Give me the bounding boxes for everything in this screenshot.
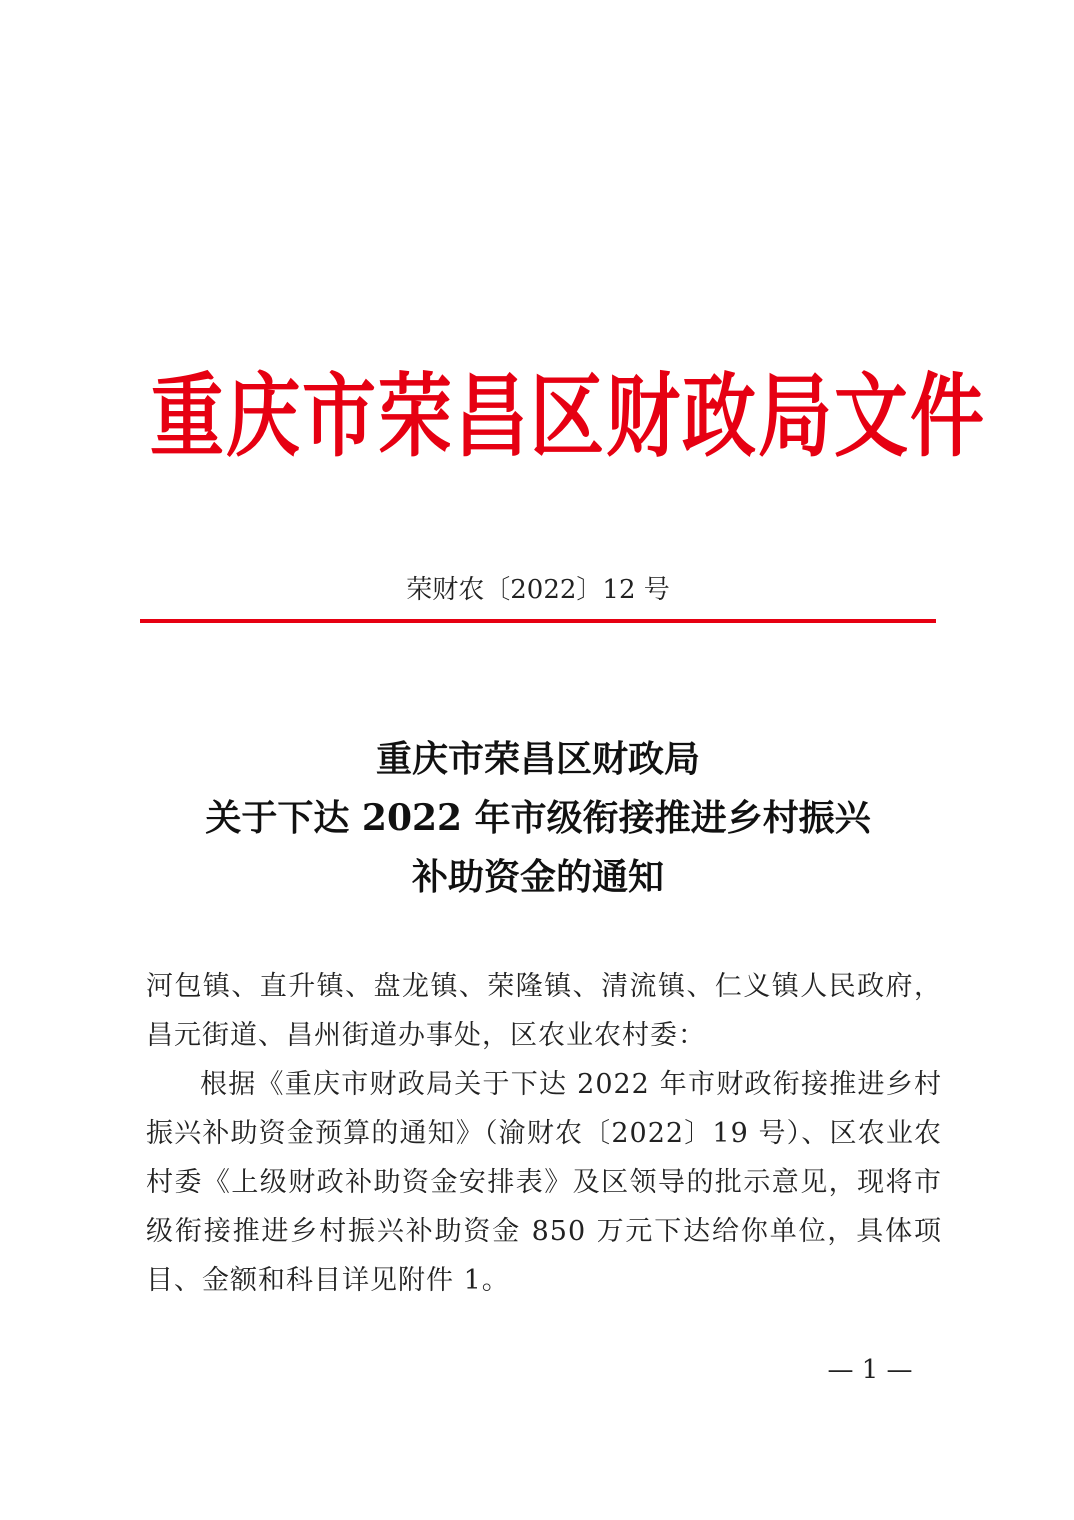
notice-title-line-3: 补助资金的通知 (411, 856, 664, 898)
red-header-org-title: 重庆市荣昌区财政局文件 (150, 364, 986, 470)
page-number: — 1 — (827, 1355, 913, 1385)
notice-title-line-2: 关于下达 2022 年市级衔接推进乡村振兴 (205, 797, 871, 839)
notice-body (146, 962, 942, 1305)
document-number: 荣财农〔2022〕12 号 (406, 575, 670, 605)
red-divider-line (140, 619, 936, 623)
body-paragraph-1: 根据《重庆市财政局关于下达 2022 年市财政衔接推进乡村振兴补助资金预算的通知》（渝财农〔2022〕19 号）、区农业农村委《上级财政补助资金安排表》及区领导的批示意见，现将市级衔接推进乡村振兴补助资金 850 万元下达给你单位，具体项目、金额和科目详见附件 1。 (146, 1069, 942, 1296)
notice-title-line-1: 重庆市荣昌区财政局 (375, 738, 700, 780)
notice-title (140, 730, 936, 907)
addressee-paragraph: 河包镇、直升镇、盘龙镇、荣隆镇、清流镇、仁义镇人民政府，昌元街道、昌州街道办事处，区农业农村委： (146, 971, 942, 1051)
